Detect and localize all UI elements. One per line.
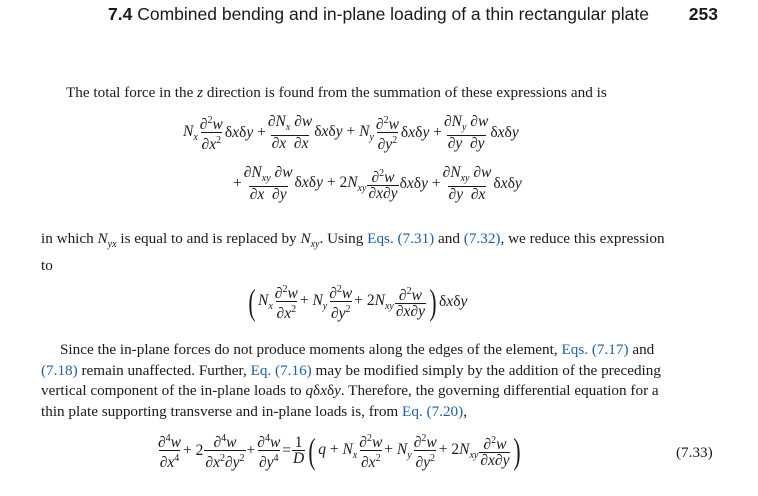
link-eq-7-31[interactable]: Eqs. (7.31) (367, 230, 435, 247)
equation-7-33: $\frac{\partial^4w}{\partial x^4}$ + 2 $\frac{\partial^4w}{\partial x^2\partial y^2}$ + $\frac{\partial^4w}{\partial y^4}$ = $\frac{1}{D}$ ( $q + N_x$ $\frac{\partial^2w}{\partial x^2}$ + $N_y$ $\frac{\partial^2w}{\partial y^2}$ + $2N_{xy}$ $\frac{\partial^2w}{\partial x\partial y}$ ) (158, 430, 522, 472)
paragraph-reduction: in which $N_{yx}$ is equal to and is replaced by $N_{xy}$. Using Eqs. (7.31) and (7.32), we reduce this expression to (41, 230, 665, 274)
page-number: 253 (688, 4, 718, 24)
link-eq-7-16[interactable]: Eq. (7.16) (250, 361, 312, 379)
link-eq-7-18[interactable]: (7.18) (41, 361, 78, 379)
equation-number: (7.33) (676, 444, 713, 461)
equation-force-sum-line2: + $\frac{\partial N_{xy} \partial w}{\partial x \partial y}$ $\delta x\delta y + 2N_{xy}$ $\frac{\partial^2w}{\partial x\partial y}$ δxδy + $\frac{\partial N_{xy} \partial w}{\partial y \partial x}$ δxδy (233, 164, 522, 204)
section-number: 7.4 (108, 4, 133, 24)
link-eq-7-17[interactable]: Eqs. (7.17) (561, 341, 629, 358)
equation-reduced-expression: ( $N_x$ $\frac{\partial^2w}{\partial x^2}$ + $N_y$ $\frac{\partial^2w}{\partial y^2}$ + $2N_{xy}$ $\frac{\partial^2w}{\partial x\partial y}$ ) δxδy (248, 281, 468, 323)
running-header (108, 4, 718, 28)
paragraph-governing: Since the in-plane forces do not produce moments along the edges of the element, Eqs. (7.17) and (7.18) remain unaffected. Further, Eq. (7.16) may be modified simply by the addition of the preceding vertical component of the in-plane loads to qδxδy. Therefore, the governing differential equation for a thin plate supporting transverse and in-plane loads is, from Eq. (7.20), (41, 341, 661, 420)
equation-force-sum-line1: $N_x$ $\frac{\partial^2w}{\partial x^2}$ δxδy + $\frac{\partial N_x \partial w}{\partial x \partial x}$ $\delta x\delta y + N_y$ $\frac{\partial^2w}{\partial y^2}$ δxδy + $\frac{\partial N_y \partial w}{\partial y \partial y}$ δxδy (183, 113, 519, 154)
link-eq-7-32[interactable]: (7.32) (463, 230, 501, 247)
link-eq-7-20[interactable]: Eq. (7.20) (402, 402, 464, 420)
section-title: Combined bending and in-plane loading of a thin rectangular plate (137, 4, 649, 24)
paragraph-intro: The total force in the z direction is found from the summation of these expressions and is (66, 84, 607, 101)
